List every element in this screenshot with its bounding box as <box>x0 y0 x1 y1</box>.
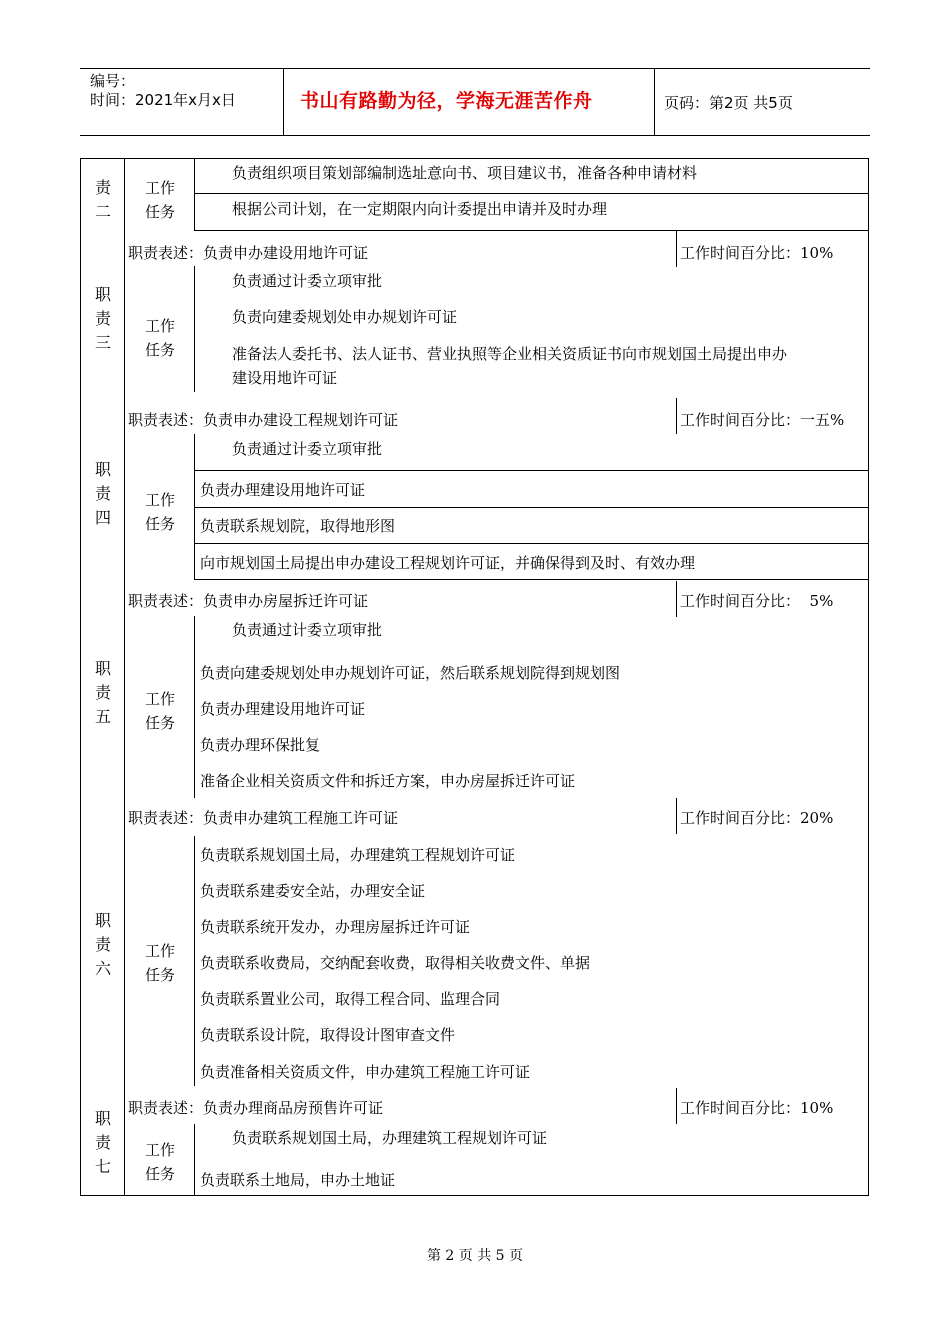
task-label: 任务 <box>144 515 175 533</box>
task-item: 负责办理环保批复 <box>200 736 321 754</box>
duty-label-char: 四 <box>94 508 111 527</box>
duty-label-char: 职 <box>94 285 111 304</box>
duty-label-char: 职 <box>94 1109 111 1128</box>
task-item: 负责联系建委安全站，办理安全证 <box>200 882 426 900</box>
duty-statement: 职责表述：负责申办建设用地许可证 <box>128 244 369 262</box>
duty-label-char: 责 <box>94 309 111 328</box>
task-item: 负责联系设计院，取得设计图审查文件 <box>200 1026 456 1044</box>
duty-label-char: 责 <box>94 1133 111 1152</box>
task-item: 负责向建委规划处申办规划许可证 <box>232 308 458 326</box>
time-percent: 工作时间百分比：20% <box>680 809 834 827</box>
time-percent: 工作时间百分比：10% <box>680 244 834 262</box>
task-item: 向市规划国土局提出申办建设工程规划许可证，并确保得到及时、有效办理 <box>200 554 696 572</box>
footer-page-number: 第 2 页 共 5 页 <box>426 1248 524 1264</box>
duty-statement: 职责表述：负责申办房屋拆迁许可证 <box>128 592 369 610</box>
task-item: 负责联系收费局，交纳配套收费，取得相关收费文件、单据 <box>200 954 591 972</box>
task-item: 负责通过计委立项审批 <box>232 621 383 639</box>
task-item: 负责联系统开发办，办理房屋拆迁许可证 <box>200 918 471 936</box>
time-percent: 工作时间百分比：10% <box>680 1099 834 1117</box>
duty-label-char: 五 <box>94 707 111 726</box>
task-item: 负责通过计委立项审批 <box>232 272 383 290</box>
work-label: 工作 <box>144 690 175 708</box>
task-item: 负责联系置业公司，取得工程合同、监理合同 <box>200 990 501 1008</box>
work-label: 工作 <box>144 179 175 197</box>
duty-label-char: 二 <box>94 202 111 221</box>
page-indicator: 页码：第2页 共5页 <box>664 94 793 112</box>
task-item: 负责向建委规划处申办规划许可证，然后联系规划院得到规划图 <box>200 664 621 682</box>
document-number-label: 编号： <box>90 72 136 90</box>
task-label: 任务 <box>144 966 175 984</box>
task-label: 任务 <box>144 714 175 732</box>
duty-label-char: 责 <box>94 178 111 197</box>
task-item: 负责联系土地局，申办土地证 <box>200 1171 396 1189</box>
work-label: 工作 <box>144 1141 175 1159</box>
header-motto: 书山有路勤为径，学海无涯苦作舟 <box>300 90 593 112</box>
duty-label-char: 三 <box>94 333 111 352</box>
task-item: 准备法人委托书、法人证书、营业执照等企业相关资质证书向市规划国土局提出申办 <box>232 345 788 363</box>
duty-label-char: 责 <box>94 683 111 702</box>
duty-label-char: 七 <box>94 1157 111 1176</box>
duty-label-char: 职 <box>94 460 111 479</box>
task-item-continued: 建设用地许可证 <box>232 369 338 387</box>
work-label: 工作 <box>144 942 175 960</box>
duty-statement: 职责表述：负责申办建筑工程施工许可证 <box>128 809 399 827</box>
task-item: 负责通过计委立项审批 <box>232 440 383 458</box>
task-item: 负责组织项目策划部编制选址意向书、项目建议书，准备各种申请材料 <box>232 164 698 182</box>
time-percent: 工作时间百分比：一五% <box>680 411 845 429</box>
time-percent: 工作时间百分比： 5% <box>680 592 834 610</box>
task-item: 负责办理建设用地许可证 <box>200 700 366 718</box>
task-item: 负责准备相关资质文件，申办建筑工程施工许可证 <box>200 1063 531 1081</box>
task-item: 负责办理建设用地许可证 <box>200 481 366 499</box>
task-item: 负责联系规划国土局，办理建筑工程规划许可证 <box>200 846 516 864</box>
duty-label-char: 责 <box>94 935 111 954</box>
duty-statement: 职责表述：负责申办建设工程规划许可证 <box>128 411 399 429</box>
task-label: 任务 <box>144 341 175 359</box>
task-item: 负责联系规划院，取得地形图 <box>200 517 396 535</box>
duty-statement: 职责表述：负责办理商品房预售许可证 <box>128 1099 384 1117</box>
task-label: 任务 <box>144 1165 175 1183</box>
duty-label-char: 六 <box>94 959 111 978</box>
task-item: 准备企业相关资质文件和拆迁方案，申办房屋拆迁许可证 <box>200 772 576 790</box>
task-item: 根据公司计划，在一定期限内向计委提出申请并及时办理 <box>232 200 608 218</box>
duty-label-char: 职 <box>94 911 111 930</box>
task-label: 任务 <box>144 203 175 221</box>
task-item: 负责联系规划国土局，办理建筑工程规划许可证 <box>232 1129 548 1147</box>
duty-label-char: 职 <box>94 659 111 678</box>
duty-label-char: 责 <box>94 484 111 503</box>
work-label: 工作 <box>144 491 175 509</box>
work-label: 工作 <box>144 317 175 335</box>
document-date: 时间：2021年x月x日 <box>90 91 236 109</box>
